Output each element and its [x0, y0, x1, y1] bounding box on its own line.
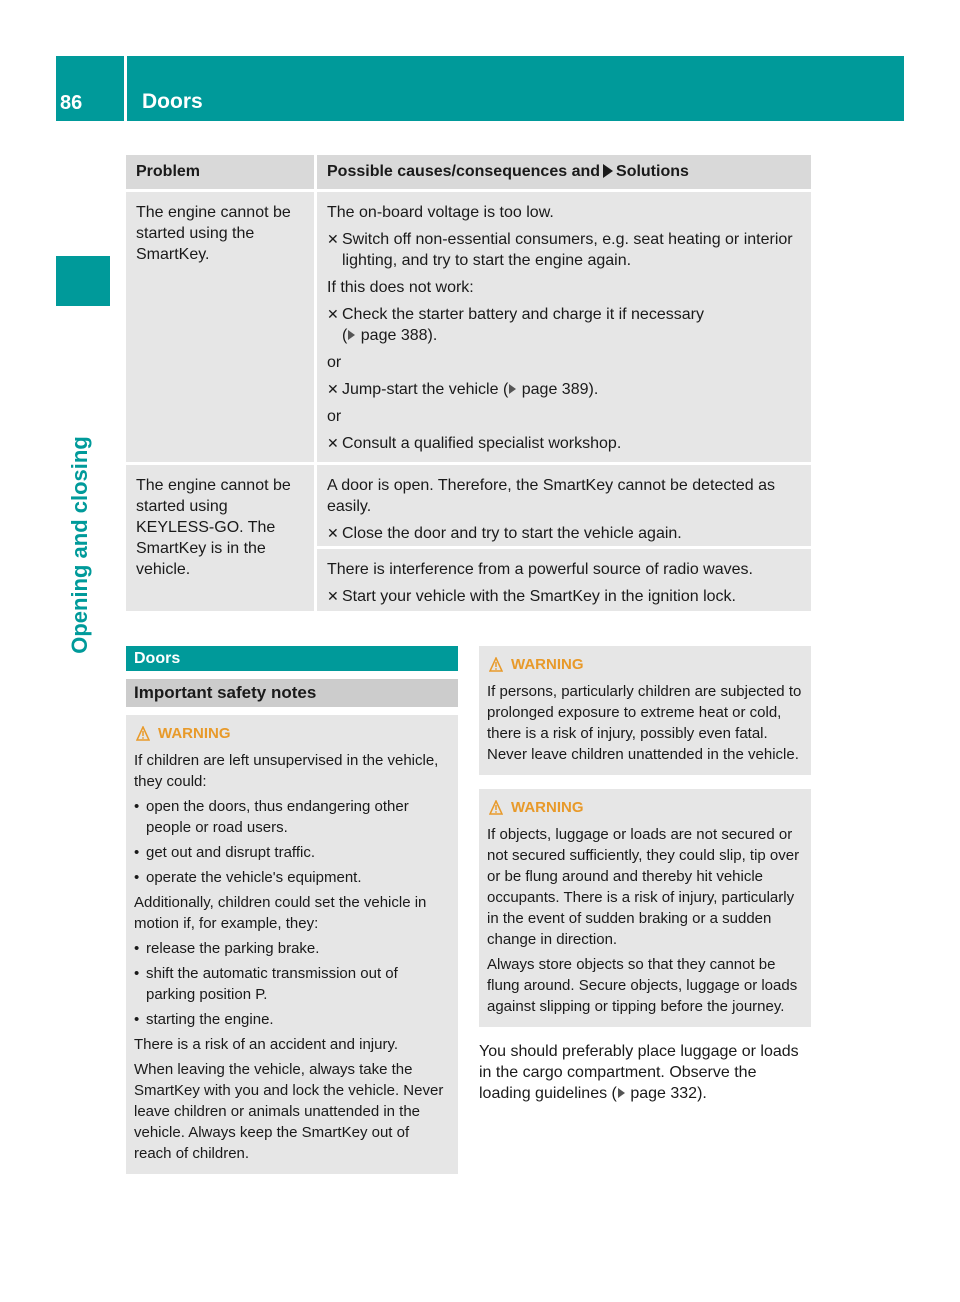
chapter-label: Opening and closing — [67, 436, 92, 654]
ref-prefix: ( — [342, 327, 348, 344]
header-solutions-pre: Possible causes/consequences and — [327, 163, 601, 180]
cause-text: The on-board voltage is too low. — [327, 204, 554, 221]
solution-block — [317, 192, 811, 462]
step-text-with-ref — [342, 304, 704, 346]
list-item-text: release the parking brake. — [146, 940, 320, 957]
warning-box — [479, 789, 811, 1027]
cause-text: A door is open. Therefore, the SmartKey cannot be detected as easily. — [327, 477, 775, 515]
table-header — [126, 155, 811, 189]
warning-text: There is a risk of an accident and injury. — [134, 1036, 399, 1053]
step-marker-icon: ✕ — [327, 381, 339, 397]
chapter-tab — [56, 256, 110, 306]
body-text: You should preferably place luggage or loads in the cargo compartment. Observe the loading guidelines ( — [479, 1043, 799, 1102]
warning-text: Always store objects so that they cannot be flung around. Secure objects, luggage or loads against slipping or tipping before the journey. — [487, 956, 798, 1015]
step-marker-icon: ✕ — [327, 435, 339, 451]
solution-block — [317, 546, 811, 611]
header-divider — [124, 56, 127, 121]
section-title: Doors — [126, 646, 458, 671]
action-step — [327, 229, 805, 271]
list-item-text: get out and disrupt traffic. — [146, 844, 315, 861]
header-solutions — [314, 155, 811, 189]
right-column — [479, 646, 811, 1104]
bullet-icon: • — [134, 940, 140, 957]
action-step — [327, 433, 805, 454]
warning-heading — [487, 797, 803, 818]
header-problem: Problem — [136, 163, 201, 180]
page-reference[interactable]: page 332 — [630, 1085, 698, 1102]
page-reference-arrow-icon — [618, 1088, 625, 1098]
action-step — [327, 523, 805, 544]
cause-text: or — [327, 354, 342, 371]
step-text-with-ref — [342, 379, 598, 400]
ref-suffix: ). — [427, 327, 438, 344]
troubleshooting-table — [126, 155, 811, 611]
warning-triangle-icon — [136, 726, 150, 741]
body-paragraph — [479, 1041, 811, 1104]
list-item — [134, 842, 450, 863]
list-item-text: open the doors, thus endangering other people or road users. — [146, 798, 409, 836]
page-title: Doors — [142, 90, 203, 113]
bullet-icon: • — [134, 1011, 140, 1028]
list-item-text: shift the automatic transmission out of parking position P. — [146, 965, 398, 1003]
solution-block — [317, 465, 811, 546]
step-text: Check the starter battery and charge it if necessary — [342, 306, 704, 323]
subsection-title: Important safety notes — [126, 679, 458, 707]
action-step — [327, 586, 805, 607]
list-item — [134, 867, 450, 888]
list-item — [134, 1009, 450, 1030]
warning-box — [126, 715, 458, 1174]
list-item-text: starting the engine. — [146, 1011, 274, 1028]
page-reference-arrow-icon — [509, 384, 516, 394]
table-row — [126, 462, 811, 611]
step-text: Close the door and try to start the vehicle again. — [342, 525, 682, 542]
bullet-icon: • — [134, 798, 140, 815]
action-step — [327, 379, 805, 400]
bullet-icon: • — [134, 965, 140, 982]
step-text: Start your vehicle with the SmartKey in the ignition lock. — [342, 588, 736, 605]
page-header — [56, 56, 904, 121]
bullet-icon: • — [134, 869, 140, 886]
ref-suffix: ). — [588, 381, 599, 398]
step-marker-icon: ✕ — [327, 306, 339, 322]
warning-heading — [487, 654, 803, 675]
solution-cell — [314, 465, 811, 611]
cause-text: or — [327, 408, 342, 425]
page-number: 86 — [60, 92, 83, 114]
list-item-text: operate the vehicle's equipment. — [146, 869, 362, 886]
list-item — [134, 963, 450, 1005]
step-text: Consult a qualified specialist workshop. — [342, 435, 622, 452]
header-solutions-post: Solutions — [616, 163, 689, 180]
bullet-icon: • — [134, 844, 140, 861]
warning-label: WARNING — [158, 725, 231, 742]
warning-text: If children are left unsupervised in the vehicle, they could: — [134, 752, 439, 790]
table-row — [126, 189, 811, 462]
warning-heading — [134, 723, 450, 744]
page-reference[interactable]: page 389 — [521, 381, 589, 398]
list-item — [134, 796, 450, 838]
problem-cell: The engine cannot be started using the SmartKey. — [126, 192, 314, 462]
step-text: Switch off non-essential consumers, e.g. seat heating or interior lighting, and try to start the engine again. — [342, 231, 793, 269]
problem-cell: The engine cannot be started using KEYLESS-GO. The SmartKey is in the vehicle. — [126, 465, 314, 611]
step-marker-icon: ✕ — [327, 588, 339, 604]
page-reference-arrow-icon — [348, 330, 355, 340]
warning-triangle-icon — [489, 800, 503, 815]
step-marker-icon: ✕ — [327, 231, 339, 247]
solution-cell — [314, 192, 811, 462]
cause-text: If this does not work: — [327, 279, 474, 296]
warning-triangle-icon — [489, 657, 503, 672]
warning-text: Additionally, children could set the vehicle in motion if, for example, they: — [134, 894, 427, 932]
warning-text: If persons, particularly children are subjected to prolonged exposure to extreme heat or cold, there is a risk of injury, possibly even fatal. Never leave children unattended in the vehicle. — [487, 683, 802, 763]
warning-text: When leaving the vehicle, always take the SmartKey with you and lock the vehicle. Never leave children or animals unattended in the vehicle. Always keep the SmartKey out of reach of children. — [134, 1061, 444, 1162]
ref-suffix: ). — [697, 1085, 707, 1102]
warning-box — [479, 646, 811, 775]
list-item — [134, 938, 450, 959]
step-text: Jump-start the vehicle — [342, 381, 499, 398]
page-reference[interactable]: page 388 — [360, 327, 428, 344]
warning-text: If objects, luggage or loads are not secured or not secured sufficiently, they could slip, tip over or be flung around and thereby hit vehicle occupants. There is a risk of injury, particularly in the event of sudden braking or a sudden change in direction. — [487, 826, 800, 948]
step-marker-icon: ✕ — [327, 525, 339, 541]
ref-prefix: ( — [498, 381, 509, 398]
cause-text: There is interference from a powerful source of radio waves. — [327, 561, 753, 578]
left-column — [126, 646, 458, 1174]
play-arrow-icon — [603, 164, 613, 178]
action-step — [327, 304, 805, 346]
warning-label: WARNING — [511, 799, 584, 816]
warning-label: WARNING — [511, 656, 584, 673]
